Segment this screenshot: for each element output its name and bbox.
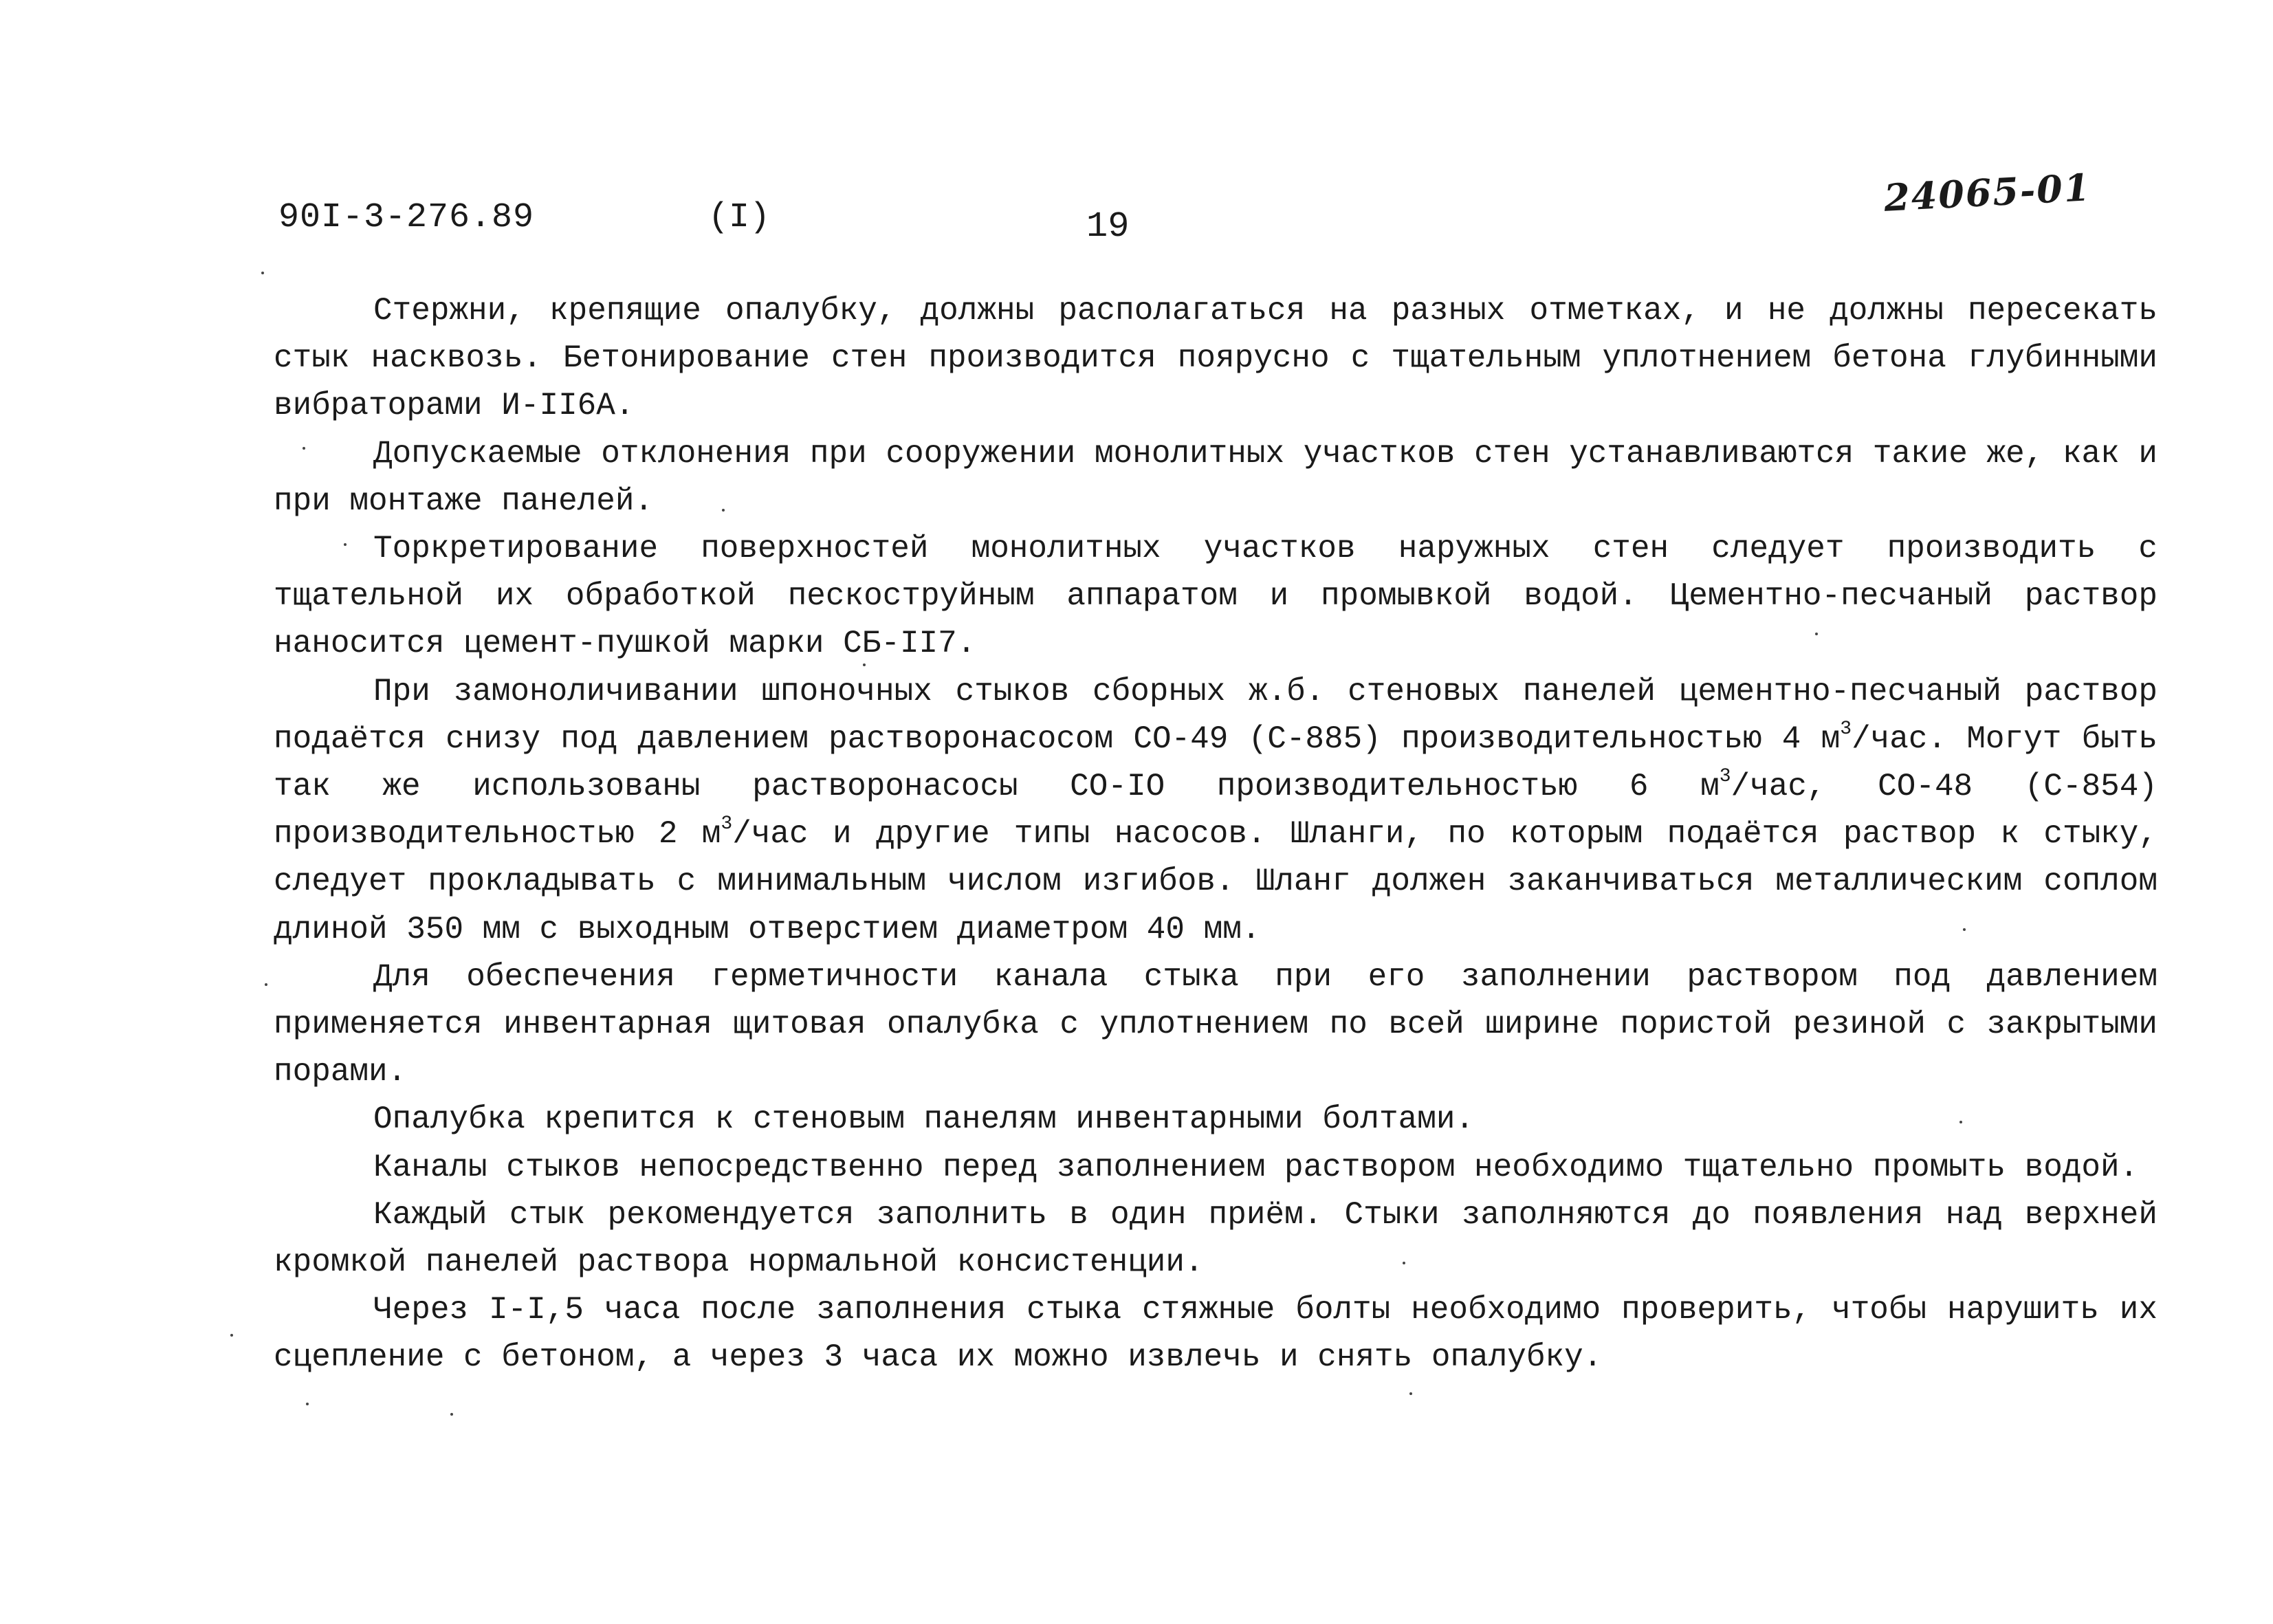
paragraph-shotcrete: Торкретирование поверхностей монолитных участков наружных стен следует производить с тщательной их обработкой пескоструйным аппаратом и промывкой водой. Цементно-песчаный раствор наносится цемент-пушкой марки СБ-II7. bbox=[274, 531, 2157, 662]
scan-speck bbox=[1409, 1392, 1412, 1395]
paragraph-flushing: Каналы стыков непосредственно перед заполнением раствором необходимо тщательно промыть водой. bbox=[373, 1149, 2139, 1185]
paragraph-bolt-removal: Через I-I,5 часа после заполнения стыка стяжные болты необходимо проверить, чтобы нарушить их сцепление с бетоном, а через 3 часа их можно извлечь и снять опалубку. bbox=[274, 1292, 2157, 1376]
document-part: (I) bbox=[708, 198, 771, 237]
scan-speck bbox=[1815, 633, 1818, 635]
scan-speck bbox=[261, 272, 264, 274]
scan-speck bbox=[450, 1413, 453, 1416]
paragraph-rods: Стержни, крепящие опалубку, должны располагаться на разных отметках, и не должны пересекать стык насквозь. Бетонирование стен производится поярусно с тщательным уплотнением бетона глубинными вибраторами И-II6А. bbox=[274, 293, 2157, 424]
paragraph-tolerances: Допускаемые отклонения при сооружении монолитных участков стен устанавливаются такие же, как и при монтаже панелей. bbox=[274, 435, 2157, 519]
scan-speck bbox=[306, 1403, 309, 1405]
document-body bbox=[274, 287, 2157, 1382]
paragraph-formwork-bolts: Опалубка крепится к стеновым панелям инвентарными болтами. bbox=[373, 1101, 1475, 1138]
paragraph-filling: Каждый стык рекомендуется заполнить в один приём. Стыки заполняются до появления над верхней кромкой панелей раствора нормальной консистенции. bbox=[274, 1196, 2157, 1281]
page-number: 19 bbox=[1086, 206, 1130, 247]
scan-speck bbox=[1959, 1121, 1962, 1123]
document-code: 90I-3-276.89 bbox=[278, 198, 535, 237]
paragraph-grouting: При замоноличивании шпоночных стыков сборных ж.б. стеновых панелей цементно-песчаный раствор подаётся снизу под давлением растворонасосом СО-49 (С-885) производительностью 4 $м^3$/час. Могут быть так же использованы растворонасосы СО-IO производительностью 6 $м^3$/час, СО-48 (С-854) производительностью 2 $м^3$/час и другие типы насосов. Шланги, по которым подаётся раствор к стыку, следует прокладывать с минимальным числом изгибов. Шланг должен заканчиваться металлическим соплом длиной 350 мм с выходным отверстием диаметром 40 мм. bbox=[274, 673, 2157, 947]
scan-speck bbox=[303, 447, 305, 450]
scan-speck bbox=[344, 543, 347, 546]
inventory-stamp: 24065-01 bbox=[1882, 165, 2092, 220]
paragraph-formwork-seal: Для обеспечения герметичности канала стыка при его заполнении раствором под давлением применяется инвентарная щитовая опалубка с уплотнением по всей ширине пористой резиной с закрытыми порами. bbox=[274, 958, 2157, 1090]
scan-speck bbox=[265, 983, 267, 986]
scan-speck bbox=[722, 509, 725, 512]
scan-speck bbox=[1963, 928, 1966, 931]
scan-speck bbox=[1403, 1262, 1405, 1264]
scan-speck bbox=[863, 663, 866, 666]
scan-speck bbox=[230, 1334, 233, 1337]
